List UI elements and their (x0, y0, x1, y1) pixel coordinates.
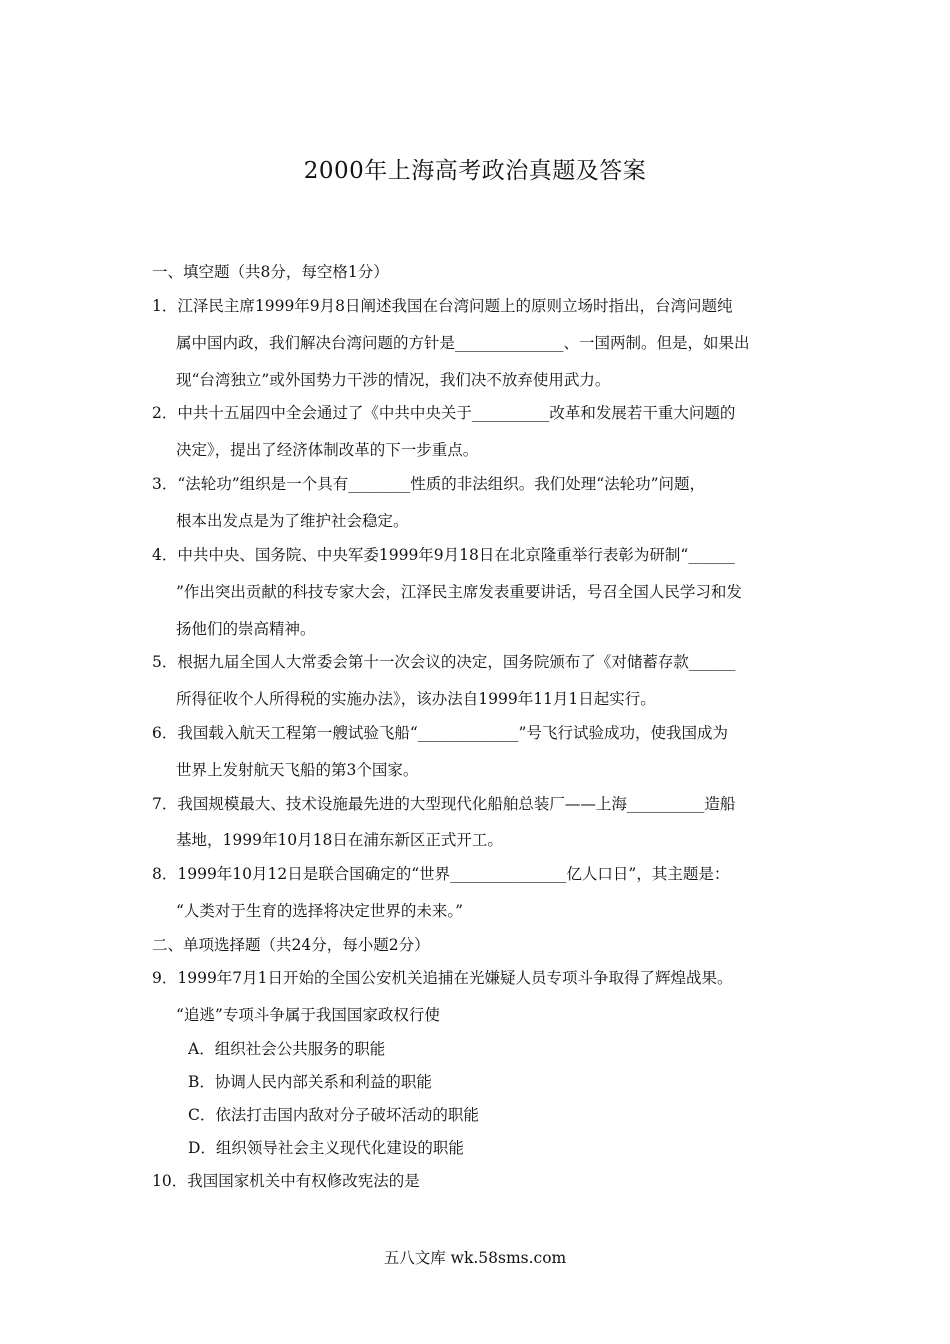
question-10-line-1: 10．我国国家机关中有权修改宪法的是 (152, 1172, 420, 1190)
document-title: 2000年上海高考政治真题及答案 (303, 158, 647, 184)
question-5-line-2: 所得征收个人所得税的实施办法》，该办法自1999年11月1日起实行。 (176, 690, 656, 708)
question-2-line-2: 决定》，提出了经济体制改革的下一步重点。 (176, 441, 479, 459)
question-1-line-1: 1．江泽民主席1999年9月8日阐述我国在台湾问题上的原则立场时指出，台湾问题纯 (152, 297, 733, 315)
question-4-line-2: ”作出突出贡献的科技专家大会，江泽民主席发表重要讲话，号召全国人民学习和发 (176, 583, 742, 601)
question-9-line-1: 9．1999年7月1日开始的全国公安机关追捕在光嫌疑人员专项斗争取得了辉煌战果。 (152, 969, 733, 987)
question-8-line-1: 8．1999年10月12日是联合国确定的“世界_______________亿人口日”，其主题是： (152, 865, 730, 883)
question-3-line-2: 根本出发点是为了维护社会稳定。 (176, 512, 409, 530)
question-1-line-2: 属中国内政，我们解决台湾问题的方针是______________、一国两制。但是，如果出 (176, 334, 750, 352)
page-footer: 五八文库 wk.58sms.com (383, 1249, 567, 1267)
question-3-line-1: 3．“法轮功”组织是一个具有________性质的非法组织。我们处理“法轮功”问题， (152, 475, 706, 493)
question-9-option-a: A．组织社会公共服务的职能 (188, 1040, 386, 1058)
question-9-option-c: C．依法打击国内敌对分子破坏活动的职能 (188, 1106, 479, 1124)
question-4-line-3: 扬他们的崇高精神。 (176, 620, 316, 638)
question-7-line-2: 基地，1999年10月18日在浦东新区正式开工。 (176, 831, 503, 849)
question-2-line-1: 2．中共十五届四中全会通过了《中共中央关于__________改革和发展若干重大问题的 (152, 404, 736, 422)
question-1-line-3: 现“台湾独立”或外国势力干涉的情况，我们决不放弃使用武力。 (176, 371, 611, 389)
question-9-option-b: B．协调人民内部关系和利益的职能 (188, 1073, 432, 1091)
section-heading-fill-in: 一、填空题（共8分，每空格1分） (152, 263, 389, 281)
question-6-line-2: 世界上发射航天飞船的第3个国家。 (176, 761, 419, 779)
question-9-option-d: D．组织领导社会主义现代化建设的职能 (188, 1139, 464, 1157)
question-5-line-1: 5．根据九届全国人大常委会第十一次会议的决定，国务院颁布了《对储蓄存款______ (152, 653, 736, 671)
question-7-line-1: 7．我国规模最大、技术设施最先进的大型现代化船舶总装厂——上海__________造船 (152, 795, 736, 813)
question-4-line-1: 4．中共中央、国务院、中央军委1999年9月18日在北京隆重举行表彰为研制“______ (152, 546, 735, 564)
section-heading-single-choice: 二、单项选择题（共24分，每小题2分） (152, 936, 430, 954)
question-9-line-2: “追逃”专项斗争属于我国国家政权行使 (176, 1006, 440, 1024)
question-8-line-2: “人类对于生育的选择将决定世界的未来。” (176, 902, 464, 920)
question-6-line-1: 6．我国载入航天工程第一艘试验飞船“_____________”号飞行试验成功，使我国成为 (152, 724, 728, 742)
